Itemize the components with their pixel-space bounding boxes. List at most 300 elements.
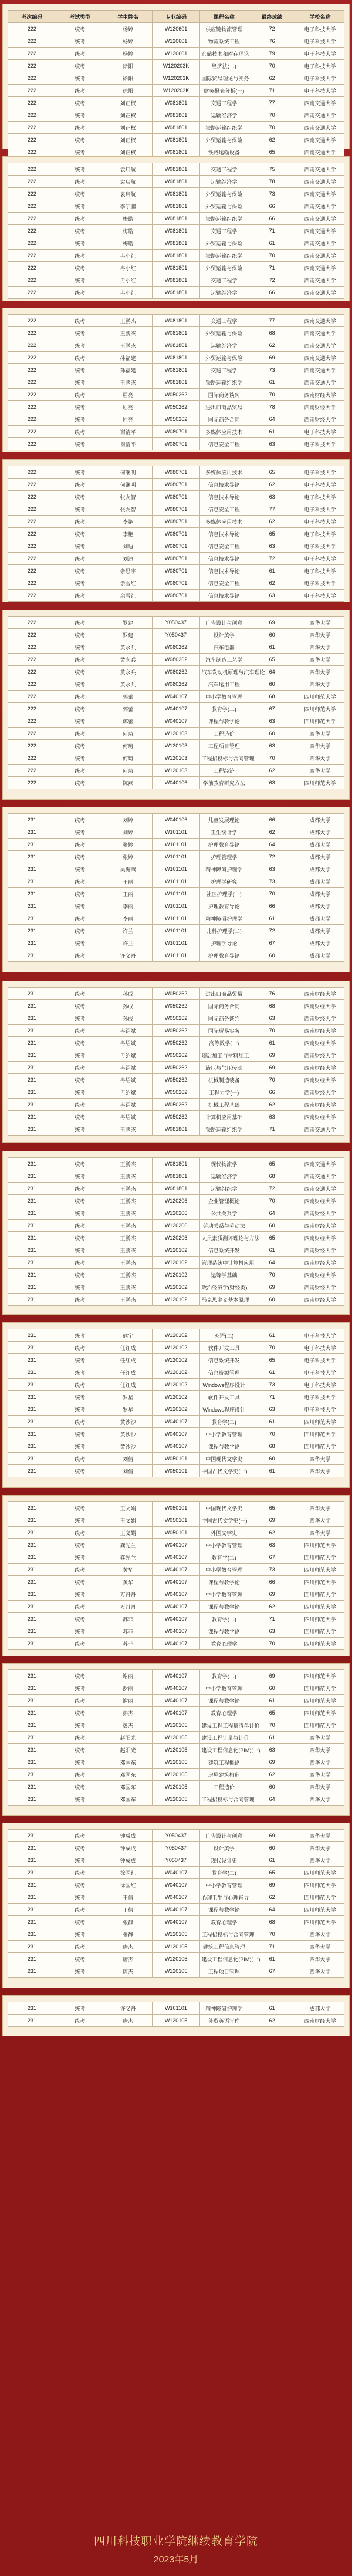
- table-cell: 统考: [56, 466, 104, 479]
- table-cell: 统考: [56, 1099, 104, 1111]
- table-cell: 西南交通大学: [296, 97, 344, 109]
- table-cell: 231: [8, 1062, 56, 1074]
- table-cell: 冉小红: [104, 274, 152, 287]
- table-cell: 西南交通大学: [296, 213, 344, 225]
- table-cell: W050262: [152, 1074, 200, 1086]
- table-cell: 教育心理学: [200, 1707, 248, 1719]
- score-table-panel: [2, 1995, 350, 2036]
- table-cell: 冉小红: [104, 262, 152, 274]
- table-row: [8, 1062, 344, 1074]
- table-cell: 成都大学: [296, 863, 344, 875]
- table-cell: 60: [248, 1220, 296, 1232]
- table-cell: W050262: [152, 1049, 200, 1062]
- table-cell: W101101: [152, 826, 200, 839]
- table-cell: W081801: [152, 315, 200, 327]
- table-cell: 徐国红: [104, 1879, 152, 1891]
- table-row: [8, 1830, 344, 1842]
- table-cell: 统考: [56, 1904, 104, 1916]
- footer-date: 2023年5月: [153, 2555, 199, 2565]
- table-row: [8, 516, 344, 528]
- table-cell: 信息技术导论: [200, 553, 248, 565]
- table-cell: 231: [8, 1744, 56, 1756]
- table-cell: 统考: [56, 352, 104, 364]
- table-header-cell: 学校名称: [296, 11, 344, 23]
- table-cell: 唐杰: [104, 1953, 152, 1965]
- table-cell: W080701: [152, 426, 200, 438]
- table-cell: 任红成: [104, 1342, 152, 1354]
- table-cell: 电子科技大学: [296, 1329, 344, 1342]
- table-cell: 张静: [104, 1928, 152, 1941]
- score-table-wrapper: [8, 1329, 344, 1477]
- table-cell: 何琦: [104, 740, 152, 752]
- table-cell: 231: [8, 1086, 56, 1099]
- table-cell: W080262: [152, 678, 200, 691]
- table-cell: 71: [248, 262, 296, 274]
- table-row: [8, 715, 344, 728]
- table-row: [8, 629, 344, 641]
- table-cell: 222: [8, 765, 56, 777]
- table-row: [8, 60, 344, 72]
- table-cell: 王鹏杰: [104, 1257, 152, 1269]
- table-cell: 222: [8, 389, 56, 401]
- table-cell: 四川师范大学: [296, 1539, 344, 1551]
- table-cell: 76: [248, 988, 296, 1000]
- table-cell: W081801: [152, 200, 200, 213]
- table-cell: 统考: [56, 176, 104, 188]
- table-cell: 王鹏杰: [104, 1232, 152, 1244]
- table-cell: 西南交通大学: [296, 146, 344, 159]
- table-cell: 何继明: [104, 479, 152, 491]
- table-cell: 外贸运输与保险: [200, 188, 248, 200]
- table-row: [8, 1220, 344, 1232]
- table-cell: 统考: [56, 1695, 104, 1707]
- table-cell: 79: [248, 48, 296, 60]
- table-cell: 护理学导论: [200, 937, 248, 949]
- table-cell: 63: [248, 1744, 296, 1756]
- table-cell: 公共关系学: [200, 1207, 248, 1220]
- table-cell: 61: [248, 1329, 296, 1342]
- table-cell: W080701: [152, 491, 200, 503]
- table-cell: 何继明: [104, 466, 152, 479]
- table-cell: 刘迪: [104, 540, 152, 553]
- table-cell: 61: [248, 1732, 296, 1744]
- table-cell: 外贸英语写作: [200, 2015, 248, 2027]
- table-cell: 仓储技术和库存理论: [200, 48, 248, 60]
- table-cell: 电子科技大学: [296, 1403, 344, 1416]
- table-cell: 222: [8, 641, 56, 654]
- table-header-cell: 专业编码: [152, 11, 200, 23]
- table-cell: 67: [248, 937, 296, 949]
- table-cell: Y050437: [152, 1830, 200, 1842]
- table-row: [8, 1465, 344, 1477]
- table-cell: 四川师范大学: [296, 1428, 344, 1440]
- table-cell: W120105: [152, 1769, 200, 1781]
- table-row: [8, 1732, 344, 1744]
- table-cell: 222: [8, 237, 56, 250]
- table-cell: 西华大学: [296, 1514, 344, 1527]
- table-cell: 231: [8, 1049, 56, 1062]
- table-cell: 70: [248, 1074, 296, 1086]
- table-cell: 信息安全工程: [200, 503, 248, 516]
- table-cell: W040107: [152, 1625, 200, 1638]
- table-cell: 231: [8, 851, 56, 863]
- table-cell: W050262: [152, 1111, 200, 1123]
- table-cell: W081801: [152, 287, 200, 299]
- table-cell: W081801: [152, 109, 200, 122]
- table-cell: 罗星: [104, 1391, 152, 1403]
- table-cell: 建设工程信息化(BIM)(一): [200, 1953, 248, 1965]
- table-cell: 铁路运输设备: [200, 146, 248, 159]
- table-cell: 统考: [56, 413, 104, 426]
- table-row: [8, 72, 344, 85]
- table-cell: 64: [248, 666, 296, 678]
- table-cell: 统考: [56, 1551, 104, 1564]
- table-row: [8, 1601, 344, 1613]
- table-cell: 西南交通大学: [296, 339, 344, 352]
- score-table-panel: [2, 156, 350, 301]
- table-cell: 222: [8, 503, 56, 516]
- table-cell: W101101: [152, 839, 200, 851]
- table-row: [8, 740, 344, 752]
- table-cell: 77: [248, 315, 296, 327]
- table-cell: 卫生统计学: [200, 826, 248, 839]
- table-cell: W040107: [152, 1551, 200, 1564]
- table-cell: 231: [8, 1342, 56, 1354]
- table-cell: 马克思主义基本原理: [200, 1294, 248, 1306]
- table-cell: 222: [8, 327, 56, 339]
- table-cell: 中小学教育管理: [200, 1682, 248, 1695]
- table-cell: W120105: [152, 1781, 200, 1793]
- table-cell: 梅皓: [104, 225, 152, 237]
- table-cell: W040107: [152, 715, 200, 728]
- table-cell: 统考: [56, 703, 104, 715]
- table-cell: 统考: [56, 1514, 104, 1527]
- table-cell: 63: [248, 863, 296, 875]
- table-cell: 统考: [56, 1613, 104, 1625]
- table-cell: 222: [8, 287, 56, 299]
- table-cell: 222: [8, 250, 56, 262]
- table-row: [8, 97, 344, 109]
- table-cell: 67: [248, 1965, 296, 1978]
- table-cell: 64: [248, 413, 296, 426]
- table-cell: 统考: [56, 237, 104, 250]
- table-header-cell: 课程名称: [200, 11, 248, 23]
- score-table: [8, 1669, 344, 1806]
- table-cell: 69: [248, 1062, 296, 1074]
- score-table: [8, 314, 344, 450]
- table-cell: W050262: [152, 1099, 200, 1111]
- score-table-wrapper: [8, 616, 344, 789]
- table-cell: 231: [8, 1732, 56, 1744]
- table-cell: 现代设计史: [200, 1854, 248, 1867]
- table-row: [8, 553, 344, 565]
- table-cell: 张友智: [104, 491, 152, 503]
- table-cell: 西南财经大学: [296, 2015, 344, 2027]
- table-cell: 70: [248, 1428, 296, 1440]
- table-row: [8, 949, 344, 962]
- table-cell: W081801: [152, 339, 200, 352]
- table-cell: 王鹏杰: [104, 1244, 152, 1257]
- table-cell: 西南交通大学: [296, 122, 344, 134]
- table-cell: W040107: [152, 1416, 200, 1428]
- table-cell: 四川师范大学: [296, 715, 344, 728]
- table-cell: W081801: [152, 364, 200, 376]
- table-cell: Y050437: [152, 617, 200, 629]
- table-cell: W081801: [152, 1158, 200, 1170]
- table-cell: 222: [8, 617, 56, 629]
- table-row: [8, 225, 344, 237]
- table-cell: 财务报表分析(一): [200, 85, 248, 97]
- table-cell: 222: [8, 225, 56, 237]
- table-cell: 郭蕾: [104, 691, 152, 703]
- table-cell: 222: [8, 60, 56, 72]
- table-cell: 统考: [56, 752, 104, 765]
- table-cell: W081801: [152, 134, 200, 146]
- table-cell: 222: [8, 376, 56, 389]
- table-row: [8, 237, 344, 250]
- table-cell: 231: [8, 1232, 56, 1244]
- table-cell: 西华大学: [296, 678, 344, 691]
- table-cell: 成都大学: [296, 826, 344, 839]
- table-cell: W120105: [152, 1756, 200, 1769]
- table-cell: 62: [248, 765, 296, 777]
- table-cell: 钟成成: [104, 1830, 152, 1842]
- table-cell: 西南财经大学: [296, 389, 344, 401]
- table-cell: W120105: [152, 1732, 200, 1744]
- table-cell: 63: [248, 1539, 296, 1551]
- table-cell: 统考: [56, 1000, 104, 1012]
- table-cell: 231: [8, 1564, 56, 1576]
- table-cell: 统考: [56, 839, 104, 851]
- table-cell: 王鹏杰: [104, 1281, 152, 1294]
- table-cell: 李艳: [104, 516, 152, 528]
- table-cell: Y050437: [152, 1854, 200, 1867]
- table-cell: 统考: [56, 814, 104, 826]
- table-cell: 70: [248, 1025, 296, 1037]
- table-cell: 刘倩: [104, 1465, 152, 1477]
- score-table-panel: [2, 1322, 350, 1488]
- table-cell: 65: [248, 1354, 296, 1366]
- table-cell: 231: [8, 1329, 56, 1342]
- table-cell: 工程造价: [200, 728, 248, 740]
- table-cell: 何琦: [104, 728, 152, 740]
- table-cell: 电子科技大学: [296, 503, 344, 516]
- table-cell: 统考: [56, 1012, 104, 1025]
- table-cell: 222: [8, 48, 56, 60]
- table-cell: 222: [8, 339, 56, 352]
- table-cell: W081801: [152, 1183, 200, 1195]
- table-cell: W040107: [152, 1904, 200, 1916]
- table-cell: 工程招投标与合同管理: [200, 752, 248, 765]
- footer: [0, 2523, 352, 2576]
- table-cell: 西南交通大学: [296, 188, 344, 200]
- table-cell: 统考: [56, 1965, 104, 1978]
- table-cell: 西南财经大学: [296, 1062, 344, 1074]
- table-cell: 王鹏杰: [104, 327, 152, 339]
- table-cell: 231: [8, 1830, 56, 1842]
- table-cell: 电子科技大学: [296, 516, 344, 528]
- table-cell: 西南财经大学: [296, 401, 344, 413]
- table-cell: W040107: [152, 1891, 200, 1904]
- table-cell: 铁路运输组织学: [200, 250, 248, 262]
- table-cell: 多媒体应用技术: [200, 466, 248, 479]
- table-cell: 统考: [56, 1207, 104, 1220]
- table-cell: 王倩: [104, 1891, 152, 1904]
- table-cell: 65: [248, 528, 296, 540]
- table-cell: 78: [248, 176, 296, 188]
- table-cell: 教育学(二): [200, 1613, 248, 1625]
- table-cell: 梅皓: [104, 213, 152, 225]
- table-cell: 赵阳光: [104, 1744, 152, 1756]
- table-cell: 徐国红: [104, 1867, 152, 1879]
- table-cell: 西华大学: [296, 1830, 344, 1842]
- table-cell: 统考: [56, 2015, 104, 2027]
- table-cell: W120102: [152, 1244, 200, 1257]
- table-cell: 统考: [56, 528, 104, 540]
- table-cell: W120103: [152, 728, 200, 740]
- table-cell: 统考: [56, 1195, 104, 1207]
- table-cell: 西南财经大学: [296, 1232, 344, 1244]
- table-cell: W081801: [152, 327, 200, 339]
- table-cell: 进出口商品贸易: [200, 988, 248, 1000]
- table-cell: 何琦: [104, 752, 152, 765]
- table-row: [8, 1269, 344, 1281]
- table-cell: 外贸运输与保险: [200, 237, 248, 250]
- table-cell: 张婷: [104, 839, 152, 851]
- table-row: [8, 1257, 344, 1269]
- table-cell: 65: [248, 1867, 296, 1879]
- table-cell: 66: [248, 200, 296, 213]
- table-cell: 统考: [56, 188, 104, 200]
- table-row: [8, 327, 344, 339]
- table-cell: 电子科技大学: [296, 60, 344, 72]
- table-row: [8, 1074, 344, 1086]
- table-cell: 西南财经大学: [296, 1012, 344, 1025]
- table-cell: 西南财经大学: [296, 988, 344, 1000]
- table-row: [8, 641, 344, 654]
- table-row: [8, 1366, 344, 1379]
- table-cell: 231: [8, 1012, 56, 1025]
- table-cell: 运输经济学: [200, 176, 248, 188]
- table-cell: 统考: [56, 1111, 104, 1123]
- table-cell: 统考: [56, 900, 104, 912]
- table-cell: 罗星: [104, 1403, 152, 1416]
- table-cell: 231: [8, 1854, 56, 1867]
- table-cell: 王文娟: [104, 1514, 152, 1527]
- table-cell: 电子科技大学: [296, 1354, 344, 1366]
- table-cell: 西华大学: [296, 1941, 344, 1953]
- table-row: [8, 1842, 344, 1854]
- table-cell: 西南交通大学: [296, 176, 344, 188]
- table-cell: 中小学教育管理: [200, 1588, 248, 1601]
- table-cell: 铁路运输组织学: [200, 122, 248, 134]
- table-cell: 231: [8, 888, 56, 900]
- table-cell: W080701: [152, 528, 200, 540]
- table-cell: 统考: [56, 1916, 104, 1928]
- score-table: [8, 10, 344, 159]
- table-cell: 统考: [56, 287, 104, 299]
- table-cell: 63: [248, 1111, 296, 1123]
- table-cell: 西南财经大学: [296, 1000, 344, 1012]
- table-cell: W081801: [152, 146, 200, 159]
- table-row: [8, 466, 344, 479]
- table-cell: 信息安全工程: [200, 540, 248, 553]
- table-row: [8, 1670, 344, 1682]
- table-cell: W081801: [152, 225, 200, 237]
- table-cell: 231: [8, 1781, 56, 1793]
- table-cell: W101101: [152, 863, 200, 875]
- table-cell: 72: [248, 1183, 296, 1195]
- table-cell: 任红成: [104, 1354, 152, 1366]
- table-cell: 231: [8, 1638, 56, 1650]
- table-cell: 成都大学: [296, 937, 344, 949]
- table-cell: 统考: [56, 1294, 104, 1306]
- table-cell: 231: [8, 1391, 56, 1403]
- table-cell: 统考: [56, 1416, 104, 1428]
- table-cell: 231: [8, 1183, 56, 1195]
- table-row: [8, 1329, 344, 1342]
- table-cell: 222: [8, 728, 56, 740]
- table-cell: 成都大学: [296, 925, 344, 937]
- table-cell: W040107: [152, 1707, 200, 1719]
- table-cell: 222: [8, 565, 56, 577]
- table-cell: 西南财经大学: [296, 1281, 344, 1294]
- table-cell: 统考: [56, 48, 104, 60]
- table-cell: 刘正权: [104, 134, 152, 146]
- table-cell: 许兰: [104, 925, 152, 937]
- table-cell: 231: [8, 1416, 56, 1428]
- table-cell: 郭蕾: [104, 703, 152, 715]
- table-cell: 62: [248, 1601, 296, 1613]
- table-cell: W050101: [152, 1465, 200, 1477]
- table-cell: 成都大学: [296, 949, 344, 962]
- table-cell: 西南财经大学: [296, 1244, 344, 1257]
- score-table-panel: [2, 981, 350, 1143]
- table-cell: 62: [248, 1099, 296, 1111]
- table-cell: 四川师范大学: [296, 1638, 344, 1650]
- table-cell: 邓国东: [104, 1793, 152, 1806]
- table-cell: 统考: [56, 1232, 104, 1244]
- table-cell: 统考: [56, 937, 104, 949]
- table-cell: 222: [8, 274, 56, 287]
- table-cell: 62: [248, 1527, 296, 1539]
- score-table: [8, 2002, 344, 2027]
- table-cell: 苏菲: [104, 1638, 152, 1650]
- table-cell: 龚先兰: [104, 1551, 152, 1564]
- table-cell: W040107: [152, 703, 200, 715]
- table-cell: W101101: [152, 912, 200, 925]
- table-cell: 统考: [56, 250, 104, 262]
- table-cell: 222: [8, 315, 56, 327]
- table-cell: 经济法(二): [200, 60, 248, 72]
- table-row: [8, 1564, 344, 1576]
- table-cell: 西南交通大学: [296, 287, 344, 299]
- table-cell: 交通工程学: [200, 225, 248, 237]
- table-row: [8, 176, 344, 188]
- table-cell: 李丽: [104, 900, 152, 912]
- table-cell: 222: [8, 352, 56, 364]
- table-cell: 231: [8, 988, 56, 1000]
- table-cell: 68: [248, 1000, 296, 1012]
- table-cell: 杨婷: [104, 35, 152, 48]
- table-row: [8, 1916, 344, 1928]
- table-cell: 73: [248, 364, 296, 376]
- table-cell: 61: [248, 1244, 296, 1257]
- table-cell: 邓国东: [104, 1769, 152, 1781]
- score-table-wrapper: [8, 813, 344, 962]
- table-cell: 冉绍斌: [104, 1049, 152, 1062]
- table-cell: 信息安全工程: [200, 438, 248, 450]
